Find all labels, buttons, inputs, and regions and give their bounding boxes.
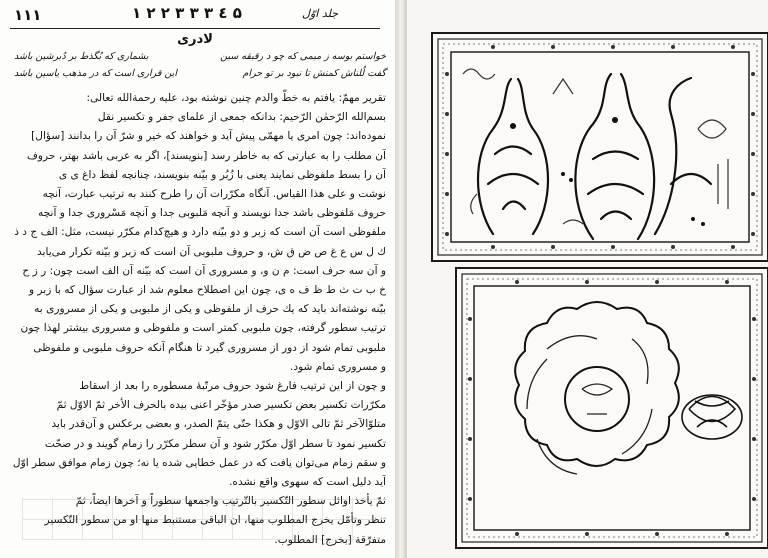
header-rule xyxy=(10,28,380,29)
body-text-line: آید دلیل است که سهوی واقع نشده. xyxy=(229,476,386,488)
body-text-line: تقریر مهمّ: یافتم به خطّ والدم چنین نوشته بود، علیه رحمة‌الله تعالی: xyxy=(86,92,386,104)
verse-hemistich-right: گفت لُلناش کمنش تا نبود بر تو حرام xyxy=(242,68,386,79)
body-text-line: ثمّ یأخذ اوائل سطور التّکسیر بالتّرتیب واجمعها سطوراً و آخرها ایضاً، ثمّ xyxy=(75,495,386,508)
body-text-line: تنظر وتأمّل یخرج المطلوب منها، ان الباقی مستنبط منها او من سطور التّکسیر xyxy=(44,514,386,527)
body-text-line: ك ل س ع غ ص ض ق ش، و حروف ملبوبی آن است که زبر و بیّنه تکرار می‌یابد xyxy=(36,245,386,258)
body-text-line: بیّنه نوشته‌اند باید که یك حرف از ملفوظی و یکی از ملبوبی و یکی از مسروری به xyxy=(34,303,386,316)
body-text-line: متفرّقة [بخرج] المطلوب. xyxy=(274,533,386,546)
body-text-line: بسم‌الله الرّحمٰن الرّحیم: بدانکه جمعی از علمای جفر و تکسیر نقل xyxy=(97,111,386,124)
book-gutter xyxy=(395,0,407,558)
volume-label: جلد اوّل xyxy=(302,7,339,20)
body-text-line: حروف مَلفوظی باشد جدا نویسند و آنچه مَلبوبی جدا و آنچه مَسْروری جدا و آنچه xyxy=(38,207,386,220)
body-text-line: خ ب ت ث ط ظ ف ه ی، چون این اصطلاح معلوم شد از عبارت سؤال که با زبر و xyxy=(28,284,386,296)
running-head: ٤ ٣ ٣ ٣ ٢ ٢ ١ ۵ xyxy=(132,4,242,22)
faint-table-bleed xyxy=(22,498,382,540)
body-text-line: و چون از این ترتیب فارغ شود حروف مرتّبهٔ مسطوره را بعد از اسقاط xyxy=(79,380,386,392)
verse-line xyxy=(14,51,386,65)
calligraphy-plate-bottom xyxy=(455,267,768,549)
body-text-line: ملفوظی است آن است که زبر و دو بیّنه دارد و هیچ‌کدام مکرّر نیست، مثل: الف ج د ذ xyxy=(14,226,386,239)
body-text-line: و مسروری تمام شود. xyxy=(289,360,386,373)
body-text-line: و آن سه حرف است: م ن و، و مسروری آن است که بیّنه آن الف است چون: ر ز ح xyxy=(22,264,386,277)
body-text-line: آن را بسط ملفوظی نمایند یعنی با زُبُر و بیّنه بنویسند، چنانچه لفظ داغ ی ی xyxy=(58,168,386,181)
section-title: لادری xyxy=(177,32,213,47)
verse-hemistich-left: بشماری که بُگذط بر دُبرشین باشد xyxy=(14,51,149,62)
calligram-vases-illustration xyxy=(433,34,767,260)
verse-line xyxy=(14,68,386,82)
calligram-rosette-illustration xyxy=(457,269,767,547)
plate-page xyxy=(407,0,768,558)
verse-hemistich-right: خواستم بوسه ز میمی که چو د رقبقه سین xyxy=(220,51,386,62)
body-text-line: مکرّرات تکسیر بعض تکسیر صدر مؤخّر اعنی بیده بالحرف الأخر ثمّ الاوّل ثمّ xyxy=(56,399,386,412)
page-number: ١١١ xyxy=(14,6,42,24)
verse-hemistich-left: این قراری است که در مذهب یاسین باشد xyxy=(14,68,177,79)
body-text-line: تکسیر نمود تا سطر اوّل مکرّر شود و آن سطر مکرّر را زمام گویند و در صحّت xyxy=(44,437,386,450)
body-text-line: آن مطلب را به عبارتی که به خاطر رسد [بنویسند]، اگر به عربی باشد بهتر، حروف xyxy=(26,149,386,162)
body-text-line: متلوّالآخر ثمّ تالی الاوّل و هکذا حتّی یتمّ الصدر، و بعضی برعکس و آن‌قدر باید xyxy=(51,418,386,431)
body-text-line: ترتیب سطور گرفته، چون ملبوبی کمتر است و ملفوظی و مسروری بیشتر لهذا چون xyxy=(20,322,386,335)
calligraphy-plate-top xyxy=(431,32,768,262)
body-text-line: نموده‌اند: چون امری یا مهمّی پیش آید و خواهند که خیر و شرّ آن را بدانند [سؤال] xyxy=(31,130,386,143)
body-text-line: و سقم زمام می‌توان یافت که در عمل خطایی شده یا نه؛ چون زمام موافق سطر اوّل xyxy=(12,456,386,469)
body-text-line: نوشت و علی هذا القیاس. آنگاه مکرّرات آن را طرح کنند به ترتیب عبارت، آنچه xyxy=(42,188,386,200)
body-text-line: ملبوبی تمام شود از دور از مسروری گیرد تا هنگام آنکه حروف ملبوبی و ملفوظی xyxy=(33,341,386,354)
